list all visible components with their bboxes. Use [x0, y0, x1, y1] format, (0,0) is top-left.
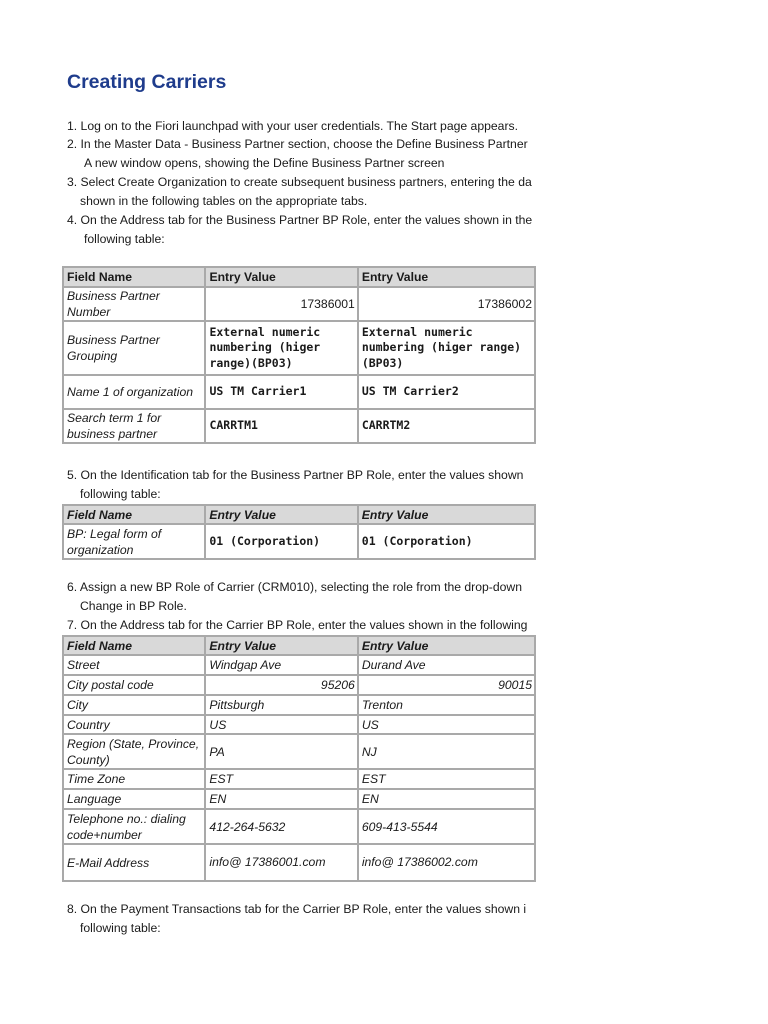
table-row [63, 734, 535, 769]
header-field-name: Field Name [63, 267, 205, 287]
step-3-continued: shown in the following tables on the appropriate tabs. [80, 194, 368, 208]
field-name-cell: Country [63, 715, 205, 734]
table-header-row [63, 267, 535, 287]
entry-value-cell: 17386001 [205, 287, 357, 321]
table-row [63, 524, 535, 559]
table-row [63, 844, 535, 881]
header-entry-value: Entry Value [358, 636, 535, 655]
entry-value-cell: US TM Carrier1 [205, 375, 357, 409]
step-3: 3. Select Create Organization to create subsequent business partners, entering the da [67, 175, 532, 189]
entry-value-cell: info@ 17386001.com [205, 844, 357, 881]
entry-value-cell: CARRTM2 [358, 409, 535, 443]
step-5: 5. On the Identification tab for the Business Partner BP Role, enter the values shown [67, 468, 524, 482]
entry-value-cell: 01 (Corporation) [358, 524, 535, 559]
field-name-cell: City [63, 695, 205, 715]
header-entry-value: Entry Value [205, 636, 357, 655]
entry-value-cell: info@ 17386002.com [358, 844, 535, 881]
header-entry-value: Entry Value [205, 505, 357, 524]
table-row [63, 715, 535, 734]
entry-value-cell: CARRTM1 [205, 409, 357, 443]
table-row [63, 809, 535, 844]
header-entry-value: Entry Value [205, 267, 357, 287]
entry-value-cell: US [205, 715, 357, 734]
field-name-cell: Time Zone [63, 769, 205, 789]
entry-value-cell: External numeric numbering (higer range)(BP03) [205, 321, 357, 375]
step-4-continued: following table: [84, 232, 165, 246]
identification-table [62, 504, 536, 560]
header-entry-value: Entry Value [358, 505, 535, 524]
carrier-address-table [62, 635, 536, 882]
header-entry-value: Entry Value [358, 267, 535, 287]
entry-value-cell: 609-413-5544 [358, 809, 535, 844]
entry-value-cell: EST [205, 769, 357, 789]
step-2: 2. In the Master Data - Business Partner section, choose the Define Business Partner [67, 137, 528, 151]
entry-value-cell: Windgap Ave [205, 655, 357, 675]
entry-value-cell: Trenton [358, 695, 535, 715]
table-row [63, 695, 535, 715]
business-partner-address-table [62, 266, 536, 444]
entry-value-cell: EST [358, 769, 535, 789]
step-7: 7. On the Address tab for the Carrier BP Role, enter the values shown in the following [67, 618, 528, 632]
entry-value-cell: 01 (Corporation) [205, 524, 357, 559]
step-4: 4. On the Address tab for the Business Partner BP Role, enter the values shown in the [67, 213, 533, 227]
entry-value-cell: US [358, 715, 535, 734]
field-name-cell: City postal code [63, 675, 205, 695]
step-1: 1. Log on to the Fiori launchpad with your user credentials. The Start page appears. [67, 119, 518, 133]
entry-value-cell: PA [205, 734, 357, 769]
header-field-name: Field Name [63, 636, 205, 655]
field-name-cell: BP: Legal form of organization [63, 524, 205, 559]
field-name-cell: Name 1 of organization [63, 375, 205, 409]
step-2-continued: A new window opens, showing the Define Business Partner screen [84, 156, 445, 170]
step-6-continued: Change in BP Role. [80, 599, 187, 613]
table-row [63, 409, 535, 443]
field-name-cell: Business Partner Number [63, 287, 205, 321]
step-8-continued: following table: [80, 921, 161, 935]
entry-value-cell: NJ [358, 734, 535, 769]
entry-value-cell: US TM Carrier2 [358, 375, 535, 409]
table-row [63, 321, 535, 375]
table-row [63, 655, 535, 675]
field-name-cell: Street [63, 655, 205, 675]
field-name-cell: Telephone no.: dialing code+number [63, 809, 205, 844]
entry-value-cell: Durand Ave [358, 655, 535, 675]
table-row [63, 789, 535, 809]
page-title: Creating Carriers [67, 71, 227, 93]
entry-value-cell: 95206 [205, 675, 357, 695]
step-5-continued: following table: [80, 487, 161, 501]
field-name-cell: Language [63, 789, 205, 809]
entry-value-cell: 90015 [358, 675, 535, 695]
entry-value-cell: EN [358, 789, 535, 809]
table-header-row [63, 636, 535, 655]
entry-value-cell: 17386002 [358, 287, 535, 321]
table-header-row [63, 505, 535, 524]
entry-value-cell: EN [205, 789, 357, 809]
table-row [63, 769, 535, 789]
step-6: 6. Assign a new BP Role of Carrier (CRM010), selecting the role from the drop-down [67, 580, 522, 594]
field-name-cell: Search term 1 for business partner [63, 409, 205, 443]
entry-value-cell: 412-264-5632 [205, 809, 357, 844]
table-row [63, 375, 535, 409]
header-field-name: Field Name [63, 505, 205, 524]
table-row [63, 675, 535, 695]
table-row [63, 287, 535, 321]
field-name-cell: Business Partner Grouping [63, 321, 205, 375]
entry-value-cell: Pittsburgh [205, 695, 357, 715]
entry-value-cell: External numeric numbering (higer range)(BP03) [358, 321, 535, 375]
field-name-cell: E-Mail Address [63, 844, 205, 881]
field-name-cell: Region (State, Province, County) [63, 734, 205, 769]
step-8: 8. On the Payment Transactions tab for the Carrier BP Role, enter the values shown i [67, 902, 527, 916]
